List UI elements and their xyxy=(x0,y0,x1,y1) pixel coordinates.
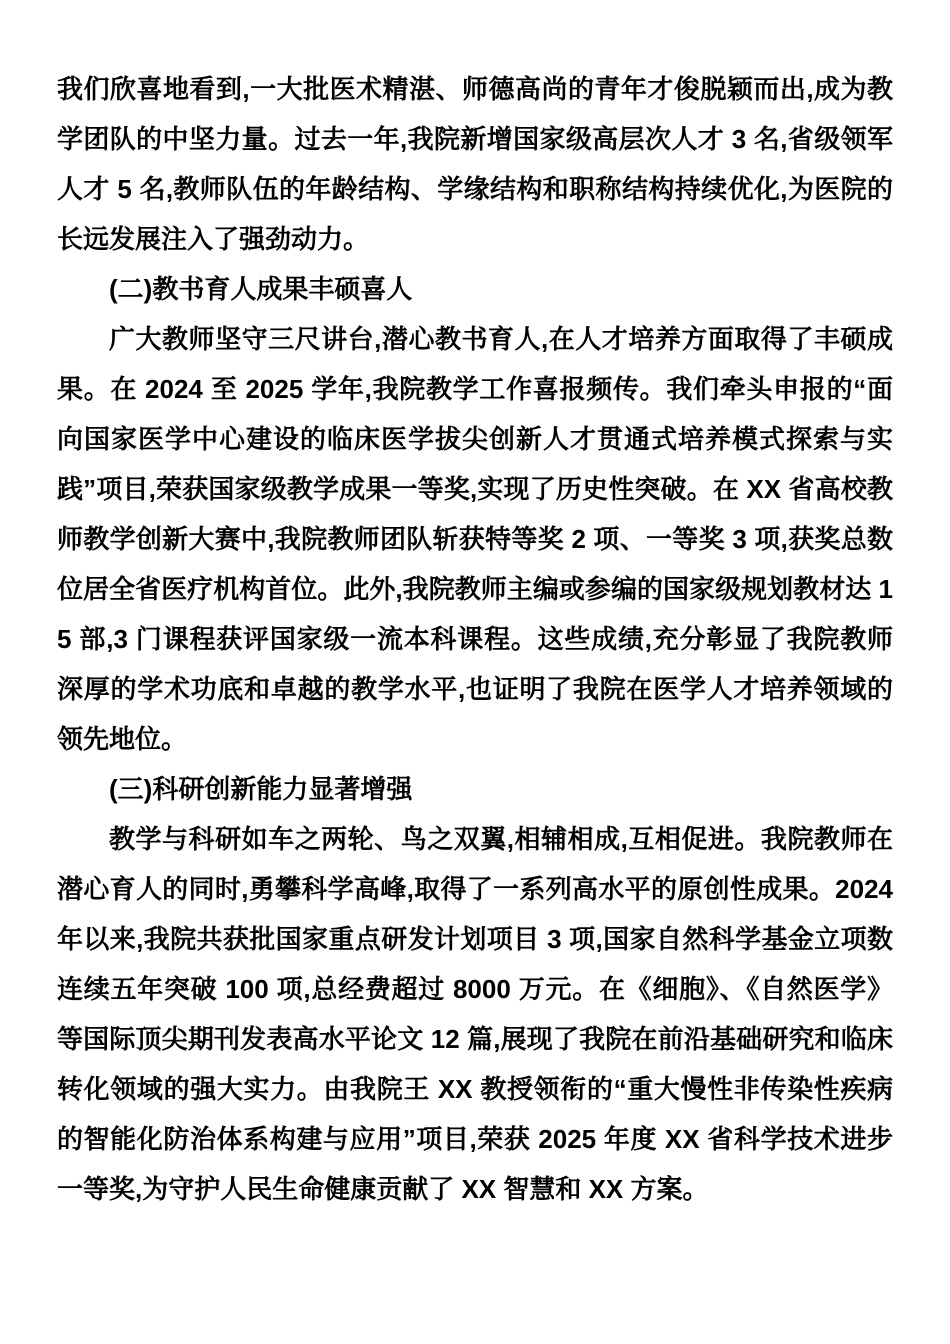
body-paragraph: 教学与科研如车之两轮、鸟之双翼,相辅相成,互相促进。我院教师在潜心育人的同时,勇攀科学高峰,取得了一系列高水平的原创性成果。2024 年以来,我院共获批国家重点研发计划项目 3 项,国家自然科学基金立项数连续五年突破 100 项,总经费超过 8000 万元。在《细胞》、《自然医学》等国际顶尖期刊发表高水平论文 12 篇,展现了我院在前沿基础研究和临床转化领域的强大实力。由我院王 XX 教授领衔的“重大慢性非传染性疾病的智能化防治体系构建与应用”项目,荣获 2025 年度 XX 省科学技术进步一等奖,为守护人民生命健康贡献了 XX 智慧和 XX 方案。 xyxy=(57,824,893,1204)
body-paragraph: 广大教师坚守三尺讲台,潜心教书育人,在人才培养方面取得了丰硕成果。在 2024 至 2025 学年,我院教学工作喜报频传。我们牵头申报的“面向国家医学中心建设的临床医学拔尖创新人才贯通式培养模式探索与实践”项目,荣获国家级教学成果一等奖,实现了历史性突破。在 XX 省高校教师教学创新大赛中,我院教师团队斩获特等奖 2 项、一等奖 3 项,获奖总数位居全省医疗机构首位。此外,我院教师主编或参编的国家级规划教材达 15 部,3 门课程获评国家级一流本科课程。这些成绩,充分彰显了我院教师深厚的学术功底和卓越的教学水平,也证明了我院在医学人才培养领域的领先地位。 xyxy=(57,324,893,754)
section-heading: (三)科研创新能力显著增强 xyxy=(109,774,413,804)
text-column xyxy=(57,64,893,1214)
section-heading: (二)教书育人成果丰硕喜人 xyxy=(109,274,413,304)
body-paragraph: 我们欣喜地看到,一大批医术精湛、师德高尚的青年才俊脱颖而出,成为教学团队的中坚力量。过去一年,我院新增国家级高层次人才 3 名,省级领军人才 5 名,教师队伍的年龄结构、学缘结构和职称结构持续优化,为医院的长远发展注入了强劲动力。 xyxy=(57,74,893,254)
